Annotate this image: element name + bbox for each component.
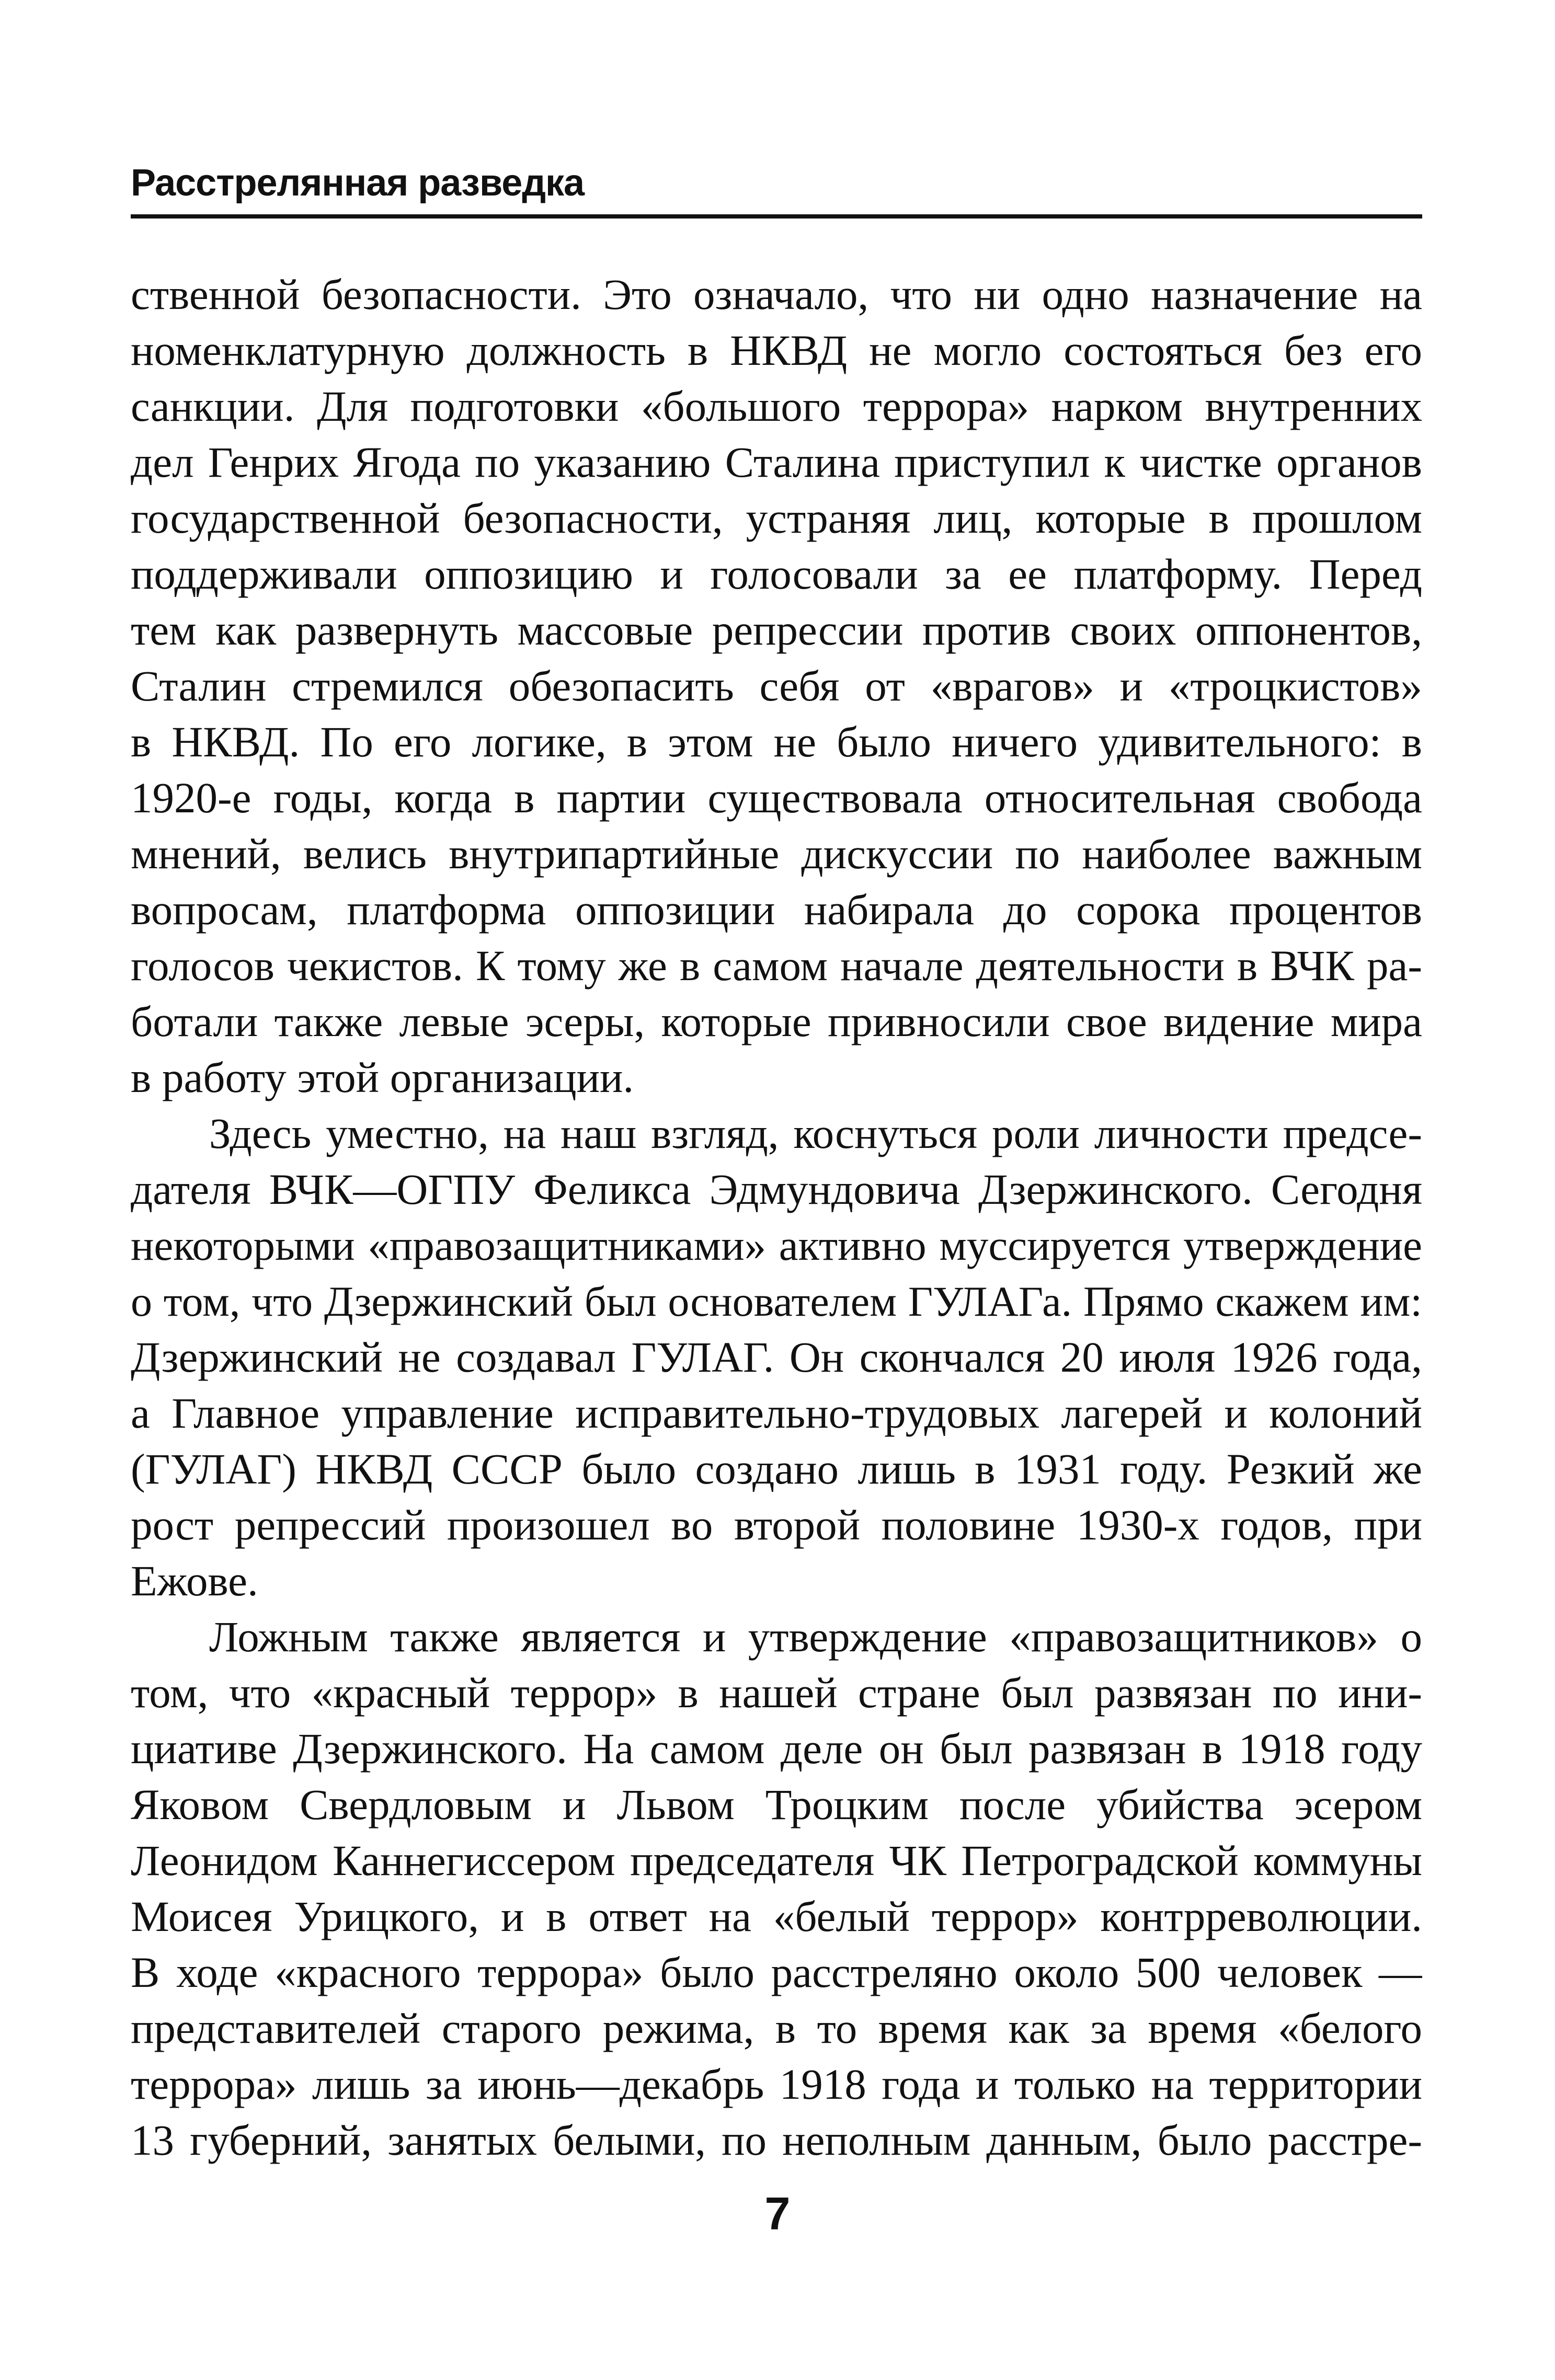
text-line: Яковом Свердловым и Львом Троцким после убийства эсером (131, 1780, 1422, 1829)
text-line: Сталин стремился обезопасить себя от «врагов» и «троцкистов» (131, 662, 1422, 710)
body-text (131, 267, 1422, 2168)
text-line: мнений, велись внутрипартийные дискуссии по наиболее важным (131, 830, 1422, 878)
text-line: Моисея Урицкого, и в ответ на «белый террор» контрреволюции. (131, 1892, 1422, 1940)
text-line: о том, что Дзержинский был основателем ГУЛАГа. Прямо скажем им: (131, 1278, 1422, 1325)
running-head: Расстрелянная разведка (131, 162, 585, 204)
text-line: тем как развернуть массовые репрессии против своих оппонентов, (131, 606, 1422, 654)
text-line: 1920-е годы, когда в партии существовала относительная свобода (131, 774, 1422, 822)
text-line: Дзержинский не создавал ГУЛАГ. Он скончался 20 июля 1926 года, (131, 1333, 1422, 1381)
text-line: голосов чекистов. К тому же в самом начале деятельности в ВЧК ра- (131, 941, 1422, 990)
text-line: Ежове. (131, 1557, 258, 1605)
text-line: поддерживали оппозицию и голосовали за ее платформу. Перед (131, 550, 1422, 598)
text-line: Здесь уместно, на наш взгляд, коснуться роли личности предсе- (209, 1109, 1422, 1157)
text-line: дателя ВЧК—ОГПУ Феликса Эдмундовича Дзержинского. Сегодня (131, 1165, 1422, 1213)
text-line: Леонидом Каннегиссером председателя ЧК Петроградской коммуны (131, 1836, 1422, 1884)
text-line: (ГУЛАГ) НКВД СССР было создано лишь в 1931 году. Резкий же (131, 1445, 1422, 1493)
text-line: террора» лишь за июнь—декабрь 1918 года и только на территории (131, 2060, 1422, 2108)
text-line: циативе Дзержинского. На самом деле он был развязан в 1918 году (131, 1724, 1422, 1773)
text-line: а Главное управление исправительно-трудовых лагерей и колоний (131, 1389, 1422, 1437)
page-number: 7 (764, 2188, 791, 2239)
text-line: санкции. Для подготовки «большого террора» нарком внутренних (131, 382, 1422, 430)
text-line: ботали также левые эсеры, которые привносили свое видение мира (131, 997, 1422, 1045)
text-line: в НКВД. По его логике, в этом не было ничего удивительного: в (131, 718, 1422, 766)
text-line: вопросам, платформа оппозиции набирала до сорока процентов (131, 886, 1422, 934)
text-line: номенклатурную должность в НКВД не могло состояться без его (131, 326, 1422, 374)
text-line: Ложным также является и утверждение «правозащитников» о (209, 1613, 1422, 1661)
text-line: дел Генрих Ягода по указанию Сталина приступил к чистке органов (131, 438, 1422, 486)
text-line: том, что «красный террор» в нашей стране был развязан по ини- (131, 1669, 1422, 1717)
text-line: некоторыми «правозащитниками» активно муссируется утверждение (131, 1221, 1422, 1269)
text-line: рост репрессий произошел во второй половине 1930-х годов, при (131, 1501, 1422, 1549)
text-line: 13 губерний, занятых белыми, по неполным данным, было расстре- (131, 2116, 1422, 2164)
header-rule (131, 214, 1422, 219)
text-line: в работу этой организации. (131, 1053, 634, 1101)
text-line: представителей старого режима, в то время как за время «белого (131, 2004, 1422, 2052)
text-line: ственной безопасности. Это означало, что ни одно назначение на (131, 270, 1422, 318)
text-line: В ходе «красного террора» было расстреляно около 500 человек — (131, 1948, 1422, 1996)
text-line: государственной безопасности, устраняя лиц, которые в прошлом (131, 494, 1422, 542)
